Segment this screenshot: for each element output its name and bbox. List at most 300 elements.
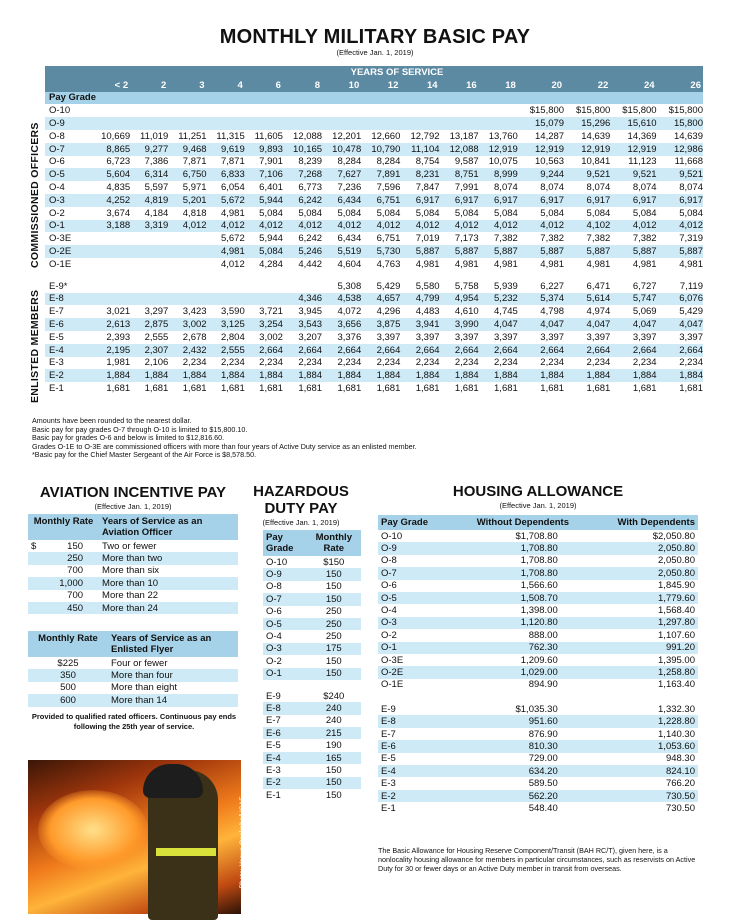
pay-value: 7,119 [679, 280, 703, 292]
pay-grade: O-8 [49, 130, 65, 142]
pay-value: 2,234 [632, 357, 657, 369]
pay-value: 1,884 [168, 369, 206, 382]
pay-row [45, 194, 703, 207]
pay-value: 3,945 [298, 306, 323, 318]
pay-value: 6,054 [220, 182, 245, 194]
pay-row [45, 258, 703, 271]
pay-value: 1,884 [657, 369, 703, 382]
pay-grade: E-5 [49, 331, 64, 343]
pay-value: 4,012 [610, 220, 656, 233]
pay-value: 4,799 [400, 293, 439, 306]
table-row [378, 666, 698, 678]
housing-footnote: The Basic Allowance for Housing Reserve Component/Transit (BAH RC/T), given here, is a nonlocality housing allowance for members in particular circumstances, such as reservists on Active Duty for 30 or fewer days or an Active Duty member in transit from overseas. [378, 846, 696, 873]
pay-value: 7,386 [144, 156, 169, 168]
pay-value: 6,242 [283, 194, 322, 207]
pay-grade: O-5 [45, 168, 91, 181]
pay-value: 3,297 [144, 306, 169, 318]
pay-value: 3,397 [454, 331, 479, 343]
pay-value: 3,590 [220, 306, 245, 318]
dollar-sign [28, 602, 40, 614]
without-value: 1,398.00 [520, 605, 558, 617]
pay-value [479, 104, 518, 117]
enlisted-side-label: ENLISTED MEMBERS [29, 289, 41, 403]
without-value: 951.60 [458, 715, 588, 727]
pay-value [91, 280, 130, 293]
pay-value: 1,884 [283, 369, 322, 382]
pay-value: 5,084 [679, 207, 703, 219]
pay-value: 6,751 [376, 233, 401, 245]
pay-value: 5,084 [415, 207, 440, 219]
pay-row [45, 357, 703, 370]
pay-value: 2,555 [144, 331, 169, 343]
pay-value: 2,234 [415, 357, 440, 369]
pay-value: 4,012 [283, 220, 322, 233]
pay-value [130, 280, 168, 293]
pay-value: 3,990 [440, 318, 479, 331]
pay-value: 14,369 [627, 130, 657, 142]
pay-value [245, 117, 283, 130]
with-value: 1,258.80 [588, 666, 698, 678]
pay-value: 1,884 [518, 369, 564, 382]
years-service-header: Years of Service as an Aviation Officer [99, 514, 238, 540]
pay-value: 9,521 [610, 168, 656, 181]
pay-value: 2,106 [144, 357, 169, 369]
rate-value: 240 [307, 702, 361, 714]
pay-value: 2,234 [679, 357, 703, 369]
pay-grade: O-2 [381, 629, 397, 641]
pay-value: 5,944 [245, 194, 283, 207]
table-row [28, 657, 238, 669]
pay-value: 8,754 [415, 156, 440, 168]
pay-grade: O-3 [378, 617, 458, 629]
pay-value: 2,234 [182, 357, 207, 369]
table-row [263, 643, 361, 655]
pay-value: 10,075 [488, 156, 518, 168]
without-value: 1,708.80 [458, 542, 588, 554]
pay-value: 1,884 [322, 369, 361, 382]
pay-grade: O-1 [45, 220, 91, 233]
pay-value: 13,760 [488, 130, 518, 142]
pay-value: 8,239 [298, 156, 323, 168]
with-value: 2,050.80 [588, 542, 698, 554]
pay-value: 1,681 [220, 383, 245, 395]
year-header: 2 [130, 79, 168, 92]
year-header: 24 [610, 79, 656, 92]
year-header: 8 [283, 79, 322, 92]
table-row [378, 617, 698, 629]
pay-value: 3,125 [207, 318, 245, 331]
pay-value: 2,234 [494, 357, 518, 369]
pay-value: 10,669 [101, 130, 131, 142]
pay-value: 3,002 [168, 318, 206, 331]
pay-grade: O-1 [378, 642, 458, 654]
pay-value: 3,397 [632, 331, 657, 343]
pay-value: 5,084 [259, 207, 283, 219]
pay-value: 12,201 [332, 130, 362, 142]
years-of-service-label: YEARS OF SERVICE [91, 66, 703, 79]
spacer-row [263, 680, 361, 690]
pay-row [45, 318, 703, 331]
table-row [263, 715, 361, 727]
without-value: 1,209.60 [520, 654, 558, 666]
pay-value: 4,981 [540, 258, 565, 270]
without-value: 1,120.80 [458, 617, 588, 629]
table-row [378, 715, 698, 727]
pay-grade: E-4 [378, 765, 458, 777]
pay-grade: E-3 [381, 778, 396, 790]
pay-value: 5,084 [454, 207, 479, 219]
pay-value: 4,981 [679, 258, 703, 270]
table-row [378, 567, 698, 579]
pay-value [130, 117, 168, 130]
pay-value: 4,981 [586, 258, 611, 270]
pay-value: 5,887 [564, 245, 610, 258]
pay-row [45, 130, 703, 143]
rate-value: 250 [325, 631, 342, 643]
rate-value: 150 [325, 581, 342, 593]
pay-value: 7,871 [220, 156, 245, 168]
year-header: 20 [518, 79, 564, 92]
pay-grade: E-7 [381, 728, 396, 740]
pay-value: 4,610 [454, 306, 479, 318]
pay-value: 6,723 [106, 156, 131, 168]
pay-value [168, 104, 206, 117]
pay-value: 3,941 [400, 318, 439, 331]
pay-value [245, 293, 283, 306]
pay-value: 4,604 [337, 258, 362, 270]
table-row [28, 577, 238, 589]
pay-value: 4,102 [564, 220, 610, 233]
table-row [263, 764, 361, 776]
pay-value [168, 280, 206, 293]
pay-value: 9,893 [245, 143, 283, 156]
rate-value: 1,000 [40, 577, 99, 589]
rate-value: 150 [67, 540, 84, 552]
with-value: 824.10 [588, 765, 698, 777]
pay-value: 5,887 [479, 245, 518, 258]
rate-value: 450 [40, 602, 99, 614]
pay-value: 6,917 [657, 194, 703, 207]
housing-title: HOUSING ALLOWANCE [452, 483, 624, 500]
pay-value [207, 280, 245, 293]
pay-value: 7,847 [415, 182, 440, 194]
pay-value: 3,397 [494, 331, 518, 343]
pay-value: 4,296 [376, 306, 401, 318]
pay-value: 3,207 [298, 331, 323, 343]
pay-value: 2,234 [586, 357, 611, 369]
pay-value: 1,884 [479, 369, 518, 382]
rate-value: 250 [325, 606, 342, 618]
pay-value [322, 104, 361, 117]
pay-value: 1,681 [376, 383, 401, 395]
pay-value: 5,747 [610, 293, 656, 306]
pay-grade: O-9 [378, 542, 458, 554]
pay-value [479, 117, 518, 130]
pay-value: 7,382 [586, 233, 611, 245]
pay-value: 3,397 [540, 331, 565, 343]
pay-value: 11,315 [216, 130, 245, 142]
pay-value: 7,627 [322, 168, 361, 181]
without-value: 589.50 [528, 778, 558, 790]
rate-value: 150 [307, 568, 361, 580]
pay-grade: E-6 [45, 318, 91, 331]
dollar-sign [28, 565, 40, 577]
rate-value: 150 [307, 668, 361, 680]
pay-value: 1,884 [361, 369, 400, 382]
pay-value: 1,681 [106, 383, 131, 395]
pay-value: 5,308 [337, 280, 362, 292]
pay-grade: O-6 [49, 156, 65, 168]
pay-value: 12,660 [371, 130, 401, 142]
year-header: 14 [400, 79, 439, 92]
pay-grade: E-8 [263, 702, 307, 714]
table-row [263, 739, 361, 751]
pay-grade: O-4 [381, 605, 397, 617]
pay-value: 5,887 [400, 245, 439, 258]
pay-grade: O-5 [378, 592, 458, 604]
table-row [263, 690, 361, 702]
pay-value: 4,012 [245, 220, 283, 233]
with-value: 1,332.30 [658, 703, 695, 715]
pay-value: 2,664 [361, 344, 400, 357]
without-value: 634.20 [458, 765, 588, 777]
rate-value: 500 [60, 682, 76, 694]
pay-value: 5,758 [454, 280, 479, 292]
table-row [378, 777, 698, 789]
table-row [263, 556, 361, 568]
pay-value: 11,668 [674, 156, 703, 168]
pay-value: 4,184 [144, 207, 169, 219]
pay-grade: O-3E [381, 654, 404, 666]
without-value: 876.90 [528, 728, 558, 740]
pay-value: 4,072 [337, 306, 362, 318]
pay-value: 4,981 [207, 245, 245, 258]
without-value: 729.00 [528, 753, 558, 765]
pay-value: 4,981 [415, 258, 440, 270]
pay-value [361, 117, 400, 130]
pay-value: 1,681 [494, 383, 518, 395]
pay-value: 4,012 [518, 220, 564, 233]
with-value: 730.50 [588, 790, 698, 802]
pay-value: 5,672 [220, 233, 245, 245]
pay-value: 13,187 [449, 130, 479, 142]
pay-row [45, 220, 703, 233]
pay-row [45, 168, 703, 181]
rate-value: $240 [323, 690, 345, 702]
pay-value: 1,681 [337, 383, 362, 395]
dollar-sign [28, 590, 40, 602]
hazard-effective: (Effective Jan. 1, 2019) [262, 518, 340, 527]
rate-value: 215 [307, 727, 361, 739]
pay-value: 8,284 [376, 156, 401, 168]
pay-value [130, 293, 168, 306]
pay-value: 2,613 [91, 318, 130, 331]
pay-value: 15,079 [518, 117, 564, 130]
pay-grade: O-8 [381, 555, 397, 567]
note-line: Grades O-1E to O-3E are commissioned officers with more than four years of Active Duty service as an enlisted member. [32, 441, 417, 451]
pay-value: 1,681 [540, 383, 565, 395]
table-row [378, 728, 698, 740]
without-value: $1,035.30 [515, 703, 558, 715]
pay-grade: E-1 [381, 802, 396, 814]
pay-row [45, 181, 703, 194]
rate-value: 250 [40, 552, 99, 564]
with-value: 1,107.60 [658, 629, 695, 641]
pay-value: $15,800 [575, 105, 611, 117]
pay-value: 3,397 [679, 331, 703, 343]
pay-value: 3,397 [415, 331, 440, 343]
pay-value: 1,681 [144, 383, 169, 395]
pay-grade: E-8 [378, 715, 458, 727]
without-value: 1,708.80 [458, 567, 588, 579]
aviation-officer-table [28, 514, 238, 614]
aviation-enlisted-table [28, 631, 238, 707]
pay-value: 4,745 [494, 306, 518, 318]
pay-value: 2,234 [540, 357, 565, 369]
pay-value: 6,434 [337, 233, 362, 245]
pay-grade: O-1 [263, 668, 307, 680]
with-value: 1,163.40 [658, 679, 695, 691]
pay-grade: O-9 [263, 568, 307, 580]
year-header: 10 [322, 79, 361, 92]
pay-grade: E-6 [263, 727, 307, 739]
pay-value: 5,429 [679, 306, 703, 318]
pay-row [45, 156, 703, 169]
pay-value: 5,887 [440, 245, 479, 258]
pay-value [91, 293, 130, 306]
years-value: More than 14 [108, 694, 238, 706]
rate-value: 190 [325, 740, 342, 752]
pay-value: 5,084 [245, 245, 283, 258]
pay-value: 2,393 [106, 331, 131, 343]
pay-grade: O-4 [49, 182, 65, 194]
pay-value: 6,434 [322, 194, 361, 207]
table-row [378, 530, 698, 542]
pay-value: 4,012 [168, 220, 206, 233]
pay-grade: O-10 [266, 556, 288, 568]
pay-value: 12,088 [440, 143, 479, 156]
without-value: 888.00 [528, 629, 558, 641]
pay-value: 1,681 [259, 383, 283, 395]
spacer-row [378, 691, 698, 703]
pay-value: 2,307 [130, 344, 168, 357]
spacer [378, 691, 698, 703]
pay-value: 6,917 [518, 194, 564, 207]
pay-value: 11,019 [139, 130, 169, 142]
pay-grade: E-9* [49, 280, 68, 292]
pay-grade: E-6 [378, 740, 458, 752]
pay-value: 5,084 [586, 207, 611, 219]
pay-value: 12,088 [293, 130, 323, 142]
pay-value: 7,901 [259, 156, 283, 168]
with-value: 2,050.80 [588, 567, 698, 579]
pay-value: 9,468 [168, 143, 206, 156]
pay-value [168, 293, 206, 306]
pay-value [207, 293, 245, 306]
pay-value: 4,047 [657, 318, 703, 331]
pay-value: 2,664 [518, 344, 564, 357]
dollar-sign: $ [31, 540, 37, 552]
with-value: 1,140.30 [658, 728, 695, 740]
pay-value: 12,986 [657, 143, 703, 156]
pay-value: 8,865 [91, 143, 130, 156]
pay-row [45, 293, 703, 306]
pay-value: 12,919 [564, 143, 610, 156]
pay-value [130, 245, 168, 258]
pay-value: 6,314 [130, 168, 168, 181]
years-value: More than 24 [99, 602, 238, 614]
pay-value: 3,674 [106, 207, 131, 219]
year-header: 6 [245, 79, 283, 92]
years-value: Two or fewer [102, 540, 157, 552]
table-row [263, 777, 361, 789]
pay-value: 4,284 [259, 258, 283, 270]
years-value: More than eight [111, 682, 178, 694]
pay-value: 4,819 [130, 194, 168, 207]
header-row [28, 631, 238, 657]
pay-value: 1,884 [245, 369, 283, 382]
pay-grade: E-1 [266, 789, 281, 801]
with-value: 766.20 [665, 778, 695, 790]
pay-value: 2,664 [322, 344, 361, 357]
pay-value: 6,227 [540, 280, 565, 292]
basic-pay-notes [32, 417, 417, 460]
pay-value: 4,442 [298, 258, 323, 270]
pay-value: 5,084 [540, 207, 565, 219]
pay-value: 2,678 [182, 331, 207, 343]
pay-value: 7,871 [182, 156, 207, 168]
pay-value: 6,833 [207, 168, 245, 181]
hazard-table [263, 530, 361, 801]
pay-value: 4,012 [361, 220, 400, 233]
pay-value: 7,382 [632, 233, 657, 245]
pay-value: 12,919 [610, 143, 656, 156]
pay-value: 4,798 [540, 306, 565, 318]
pay-value: 3,543 [283, 318, 322, 331]
basic-pay-table [45, 66, 703, 395]
pay-value: 6,750 [168, 168, 206, 181]
pay-value: 6,917 [564, 194, 610, 207]
pay-value: 10,841 [581, 156, 611, 168]
table-row [28, 669, 238, 681]
pay-value: 4,538 [322, 293, 361, 306]
pay-value [207, 117, 245, 130]
pay-value: 5,887 [518, 245, 564, 258]
pay-value: 3,254 [245, 318, 283, 331]
pay-value: 7,268 [283, 168, 322, 181]
pay-grade: O-1E [381, 679, 404, 691]
pay-value: 2,664 [400, 344, 439, 357]
pay-grade: E-9 [266, 690, 281, 702]
pay-value: 4,012 [322, 220, 361, 233]
pay-value: 1,884 [440, 369, 479, 382]
with-value: 1,053.60 [588, 740, 698, 752]
table-row [378, 753, 698, 765]
pay-value [91, 258, 130, 271]
rate-value: 175 [307, 643, 361, 655]
pay-value: 2,432 [168, 344, 206, 357]
table-row [28, 694, 238, 706]
pay-value: $15,800 [668, 105, 703, 117]
pay-grade: E-5 [381, 753, 396, 765]
pay-grade-header: Pay Grade [378, 515, 458, 530]
pay-row [45, 331, 703, 344]
pay-value: 1,681 [586, 383, 611, 395]
pay-value: 9,619 [207, 143, 245, 156]
pay-value [283, 117, 322, 130]
rate-value: 700 [67, 590, 84, 602]
pay-row [45, 344, 703, 357]
